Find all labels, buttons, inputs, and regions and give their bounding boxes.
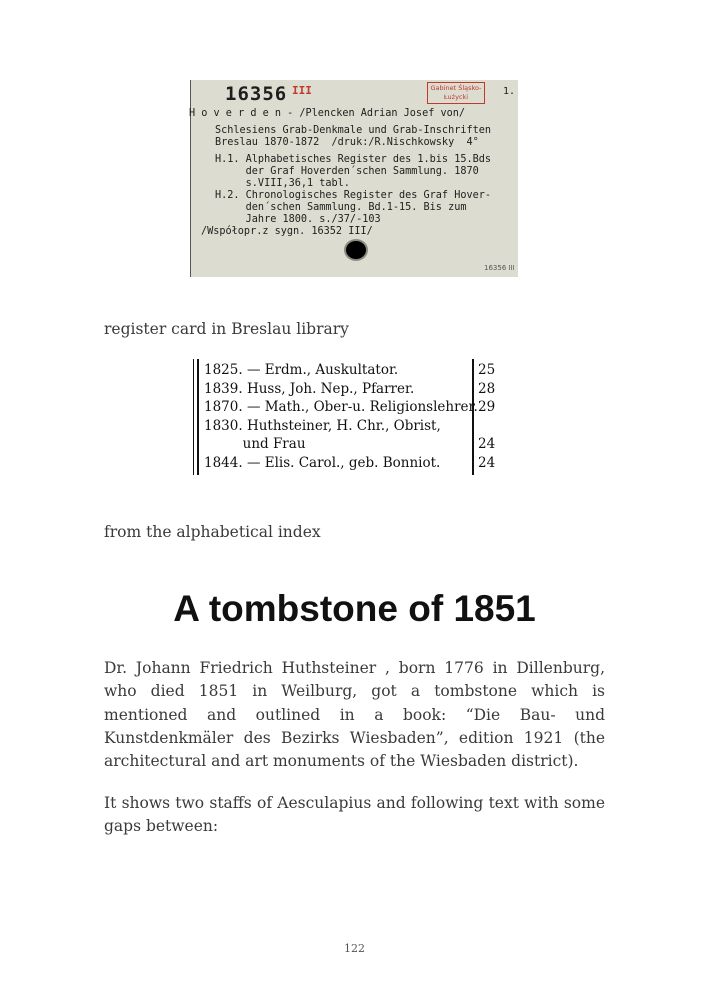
card-line: H.1. Alphabetisches Register des 1.bis 15.Bds: [215, 154, 492, 165]
index-page: 25: [478, 362, 496, 378]
index-row: 1825. — Erdm., Auskultator.: [204, 362, 399, 378]
register-card-image: [190, 80, 518, 277]
card-line: Jahre 1800. s./37/-103: [215, 214, 381, 225]
index-rule-left: [193, 359, 194, 475]
index-page: 24: [478, 455, 496, 471]
card-number: 16356: [225, 83, 288, 105]
punch-hole: [346, 241, 366, 259]
page-number: 122: [344, 942, 365, 955]
index-page: 29: [478, 399, 496, 415]
caption-alphabetical-index: from the alphabetical index: [104, 523, 321, 541]
index-row: und Frau: [204, 436, 306, 452]
card-line: Breslau 1870-1872 /druk:/R.Nischkowsky 4°: [215, 137, 479, 148]
caption-register-card: register card in Breslau library: [104, 320, 349, 338]
index-page: 28: [478, 381, 496, 397]
card-line: den´schen Sammlung. Bd.1-15. Bis zum: [215, 202, 467, 213]
card-line: /Współopr.z sygn. 16352 III/: [201, 226, 373, 237]
card-sheet-number: 1.: [503, 86, 516, 97]
body-paragraph: Dr. Johann Friedrich Huthsteiner , born 1776 in Dillenburg, who died 1851 in Weilburg, got a tombstone which is mentioned and outlined in a book: “Die Bau- und Kunstdenkmäler des Bezirks Wiesbaden”, edition 1921 (the architectural and art monuments of the Wiesbaden district).: [104, 659, 605, 771]
body-paragraph: It shows two staffs of Aesculapius and following text with some gaps between:: [104, 794, 605, 836]
section-heading: A tombstone of 1851: [173, 588, 536, 629]
index-row: 1870. — Math., Ober-u. Religionslehrer.: [204, 399, 478, 415]
index-row: 1830. Huthsteiner, H. Chr., Obrist,: [204, 418, 441, 434]
index-rule-right: [472, 359, 474, 475]
library-stamp: Gabinet Śląsko-Łużycki: [427, 82, 485, 104]
card-line: Schlesiens Grab-Denkmale und Grab-Inschriften: [215, 125, 492, 136]
index-rule-left-double: [197, 359, 199, 475]
card-roman-numeral: III: [292, 84, 312, 97]
card-line: der Graf Hoverden´schen Sammlung. 1870: [215, 166, 479, 177]
index-row: 1839. Huss, Joh. Nep., Pfarrer.: [204, 381, 415, 397]
card-line: H.2. Chronologisches Register des Graf Hover-: [215, 190, 492, 201]
card-tiny-signature: 16356 III: [484, 264, 515, 272]
card-line: H o v e r d e n - /Plencken Adrian Josef von/: [189, 108, 466, 119]
index-row: 1844. — Elis. Carol., geb. Bonniot.: [204, 455, 441, 471]
alphabetical-index-image: [193, 357, 503, 477]
index-page: 24: [478, 436, 496, 452]
card-line: s.VIII,36,1 tabl.: [215, 178, 350, 189]
